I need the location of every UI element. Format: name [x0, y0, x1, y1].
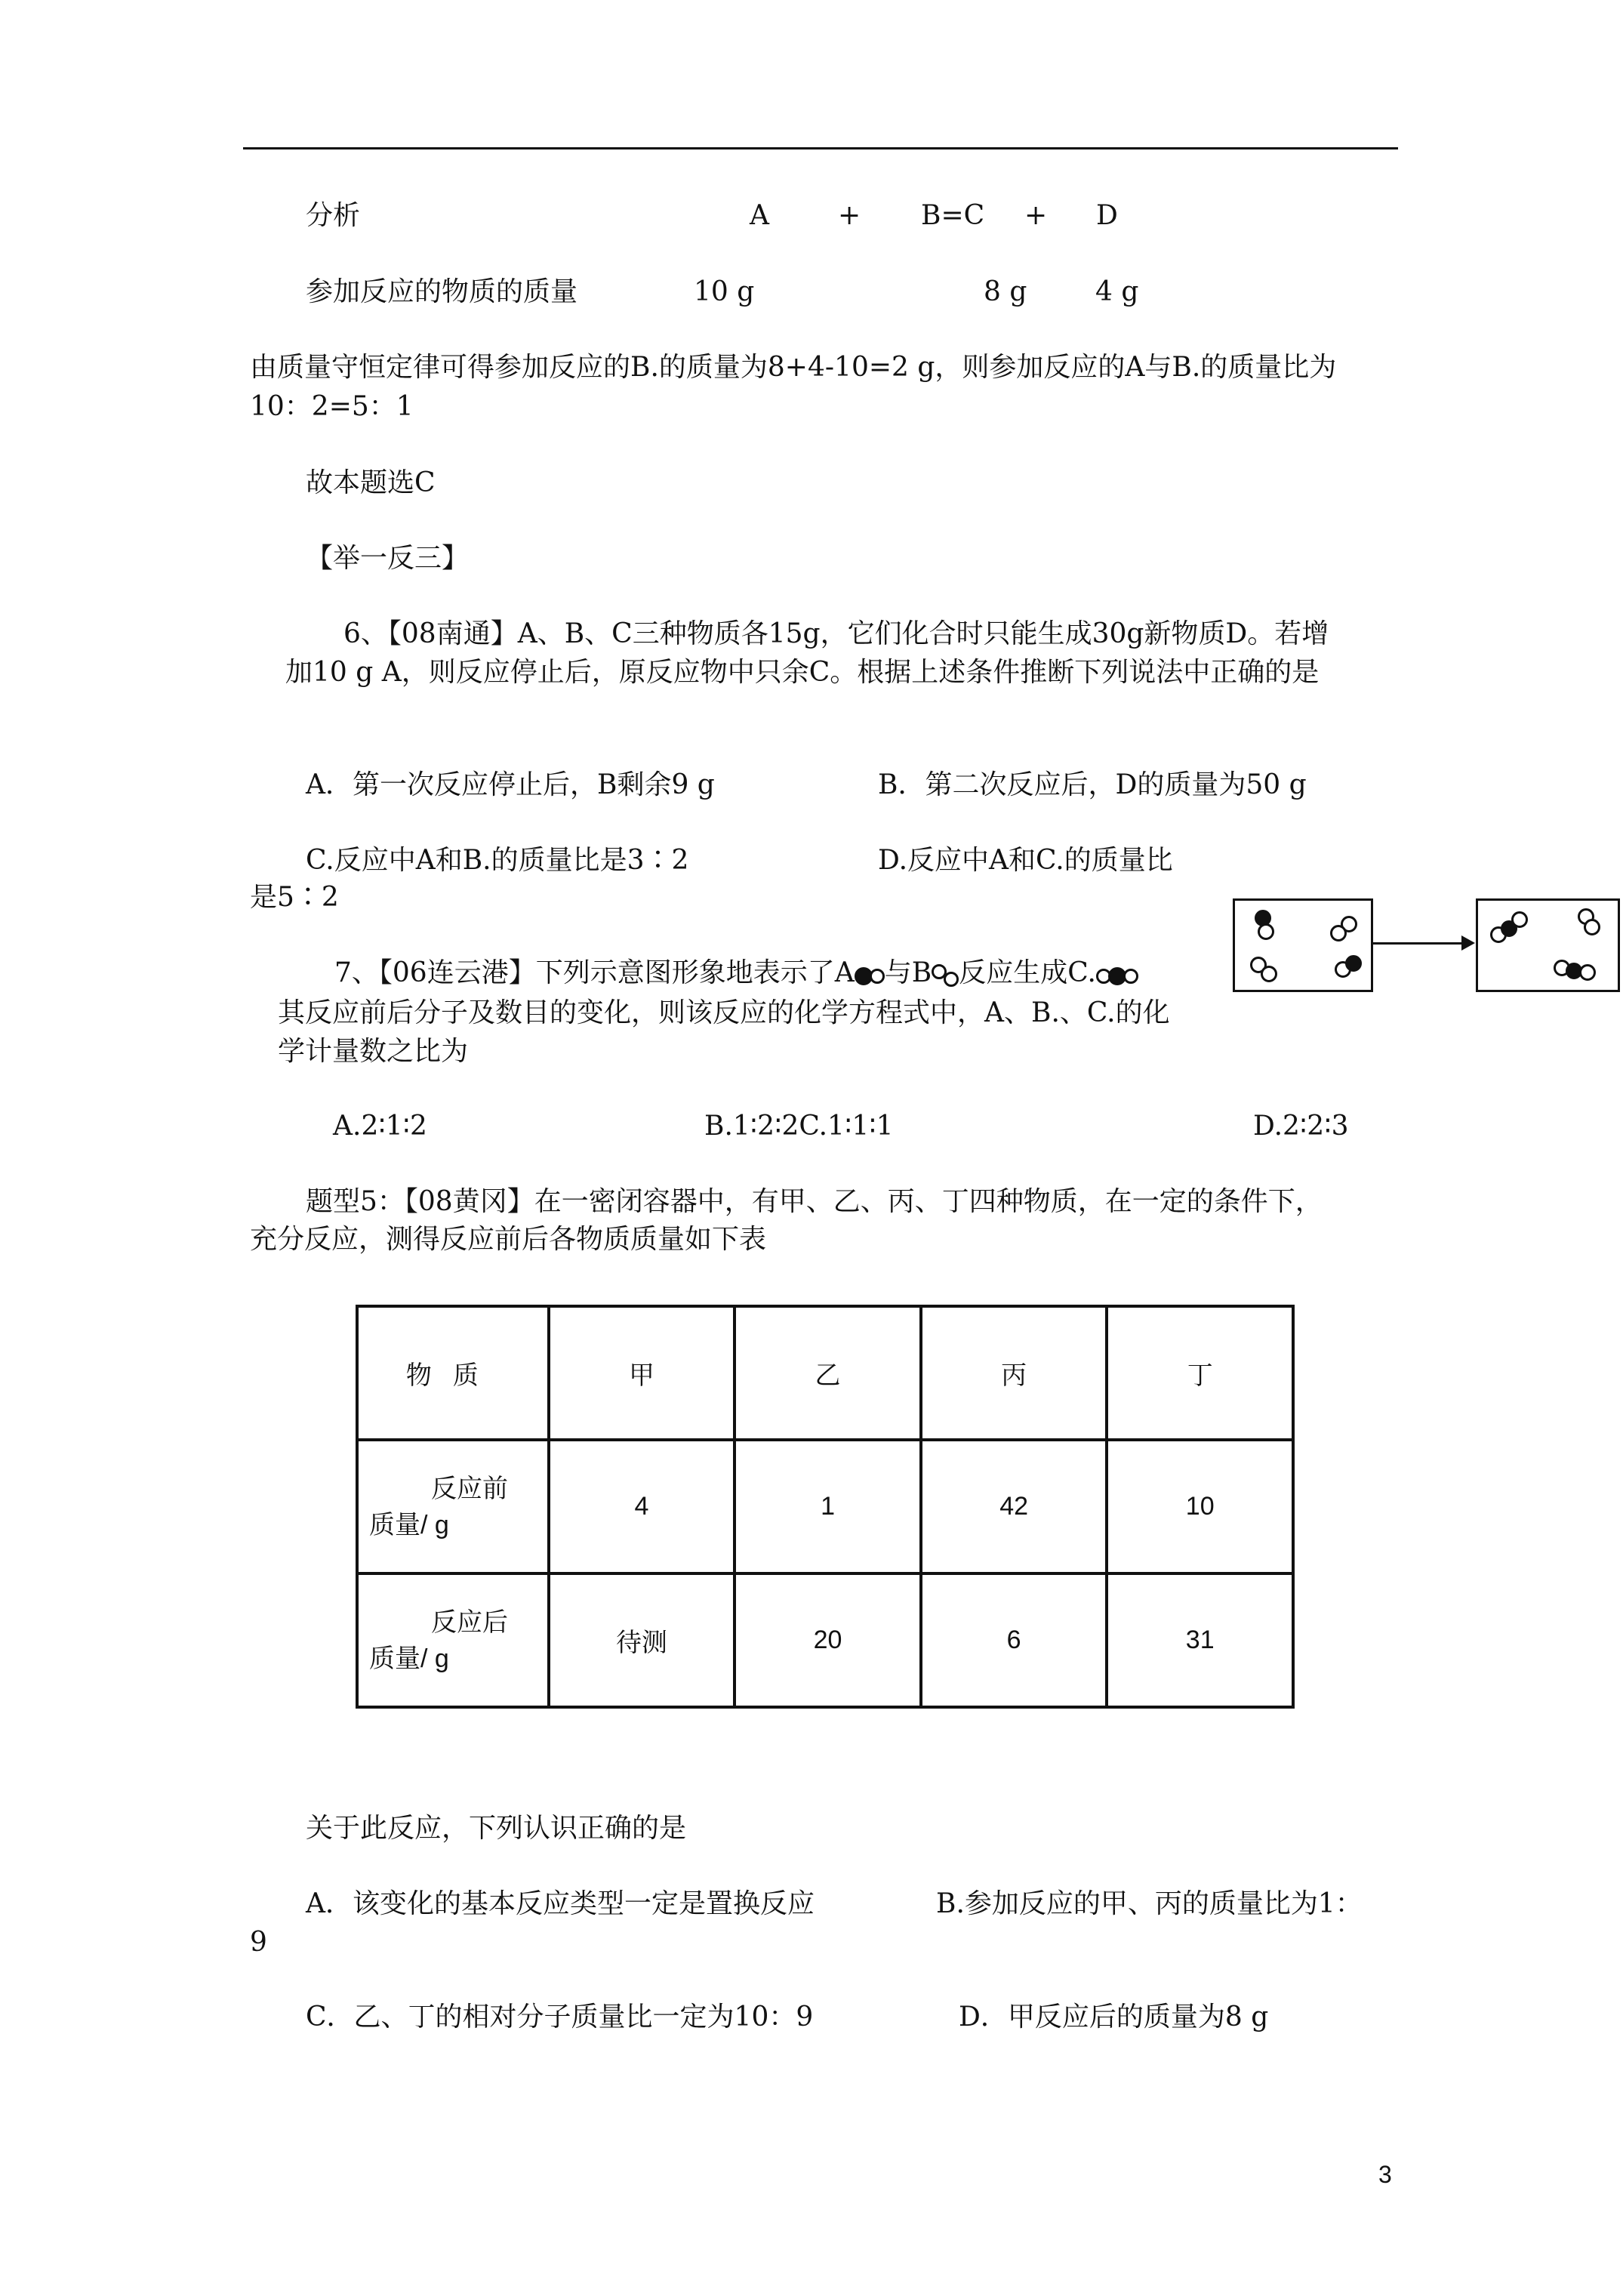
q6-line: 加10 g A，则反应停止后，原反应物中只余C。根据上述条件推断下列说法中正确的是 — [285, 657, 1320, 688]
q5-option-b: B.参加反应的甲、丙的质量比为1： — [936, 1888, 1363, 1919]
b-atom-icon — [1584, 919, 1600, 935]
header-rule — [243, 147, 1398, 149]
q7-option-d: D.2∶2∶3 — [1253, 1111, 1349, 1142]
q7-line: 其反应前后分子及数目的变化，则该反应的化学方程式中，A、B.、C.的化 — [278, 997, 1170, 1028]
q6-option-d-cont: 是5∶2 — [250, 882, 339, 913]
mass-table — [356, 1305, 1295, 1709]
analysis-line: 由质量守恒定律可得参加反应的B.的质量为8+4-10=2 g，则参加反应的A与B.的质量比为 — [250, 352, 1337, 383]
q5-option-c: C．乙、丁的相对分子质量比一定为10：9 — [306, 2002, 814, 2032]
table-cell: 42 — [921, 1440, 1107, 1573]
a-atom-icon — [1345, 955, 1362, 972]
table-header-row — [357, 1306, 1293, 1440]
q5-option-a: A．该变化的基本反应类型一定是置换反应 — [306, 1888, 815, 1919]
q6-option-a: A．第一次反应停止后，B剩余9 g — [306, 769, 715, 800]
c-atom-icon — [1579, 964, 1596, 981]
q5-option-d: D．甲反应后的质量为8 g — [959, 2002, 1269, 2032]
equation-d: D — [1096, 200, 1118, 231]
mass-c: 8 g — [984, 276, 1027, 307]
table-cell: 4 — [549, 1440, 735, 1573]
table-cell: 1 — [735, 1440, 921, 1573]
q5-option-b-cont: 9 — [250, 1927, 267, 1958]
analysis-line: 10：2=5：1 — [250, 391, 414, 422]
q6-option-d: D.反应中A和C.的质量比 — [878, 845, 1173, 876]
header-cell: 甲 — [549, 1306, 735, 1440]
table-row — [357, 1440, 1293, 1573]
table-cell: 31 — [1107, 1573, 1293, 1707]
analysis-label: 分析 — [306, 200, 361, 231]
q6-option-c: C.反应中A和B.的质量比是3∶2 — [306, 845, 689, 876]
table-cell: 待测 — [549, 1573, 735, 1707]
b-atom-icon — [1261, 966, 1277, 982]
q5-prompt: 关于此反应，下列认识正确的是 — [306, 1813, 687, 1844]
row-label: 反应前 质量/ g — [357, 1440, 549, 1573]
before-reaction-box — [1233, 898, 1373, 992]
a-atom-icon — [1258, 923, 1274, 940]
equation-plus: + — [838, 200, 861, 231]
mass-label: 参加反应的物质的质量 — [306, 276, 578, 307]
molecule-b-icon — [932, 954, 959, 987]
header-cell: 物质 — [357, 1306, 549, 1440]
equation-b-eq-c: B=C — [921, 200, 985, 231]
table-cell: 6 — [921, 1573, 1107, 1707]
q6-line: 6、【08南通】A、B、C三种物质各15g，它们化合时只能生成30g新物质D。若增 — [343, 618, 1329, 649]
table-row — [357, 1573, 1293, 1707]
reaction-arrow — [1371, 942, 1464, 945]
b-atom-icon — [1330, 925, 1347, 942]
header-cell: 丙 — [921, 1306, 1107, 1440]
table-cell: 20 — [735, 1573, 921, 1707]
c-atom-icon — [1511, 911, 1528, 928]
q5-line: 充分反应，测得反应前后各物质质量如下表 — [250, 1224, 767, 1255]
header-cell: 乙 — [735, 1306, 921, 1440]
q6-option-b: B．第二次反应后，D的质量为50 g — [878, 769, 1307, 800]
table-cell: 10 — [1107, 1440, 1293, 1573]
q7-line: 7、【06连云港】下列示意图形象地表示了A 与B 反应生成C. — [334, 957, 1138, 991]
q7-option-b-c: B.1∶2∶2C.1∶1∶1 — [704, 1111, 894, 1142]
mass-d: 4 g — [1095, 276, 1139, 307]
arrow-head-icon — [1461, 935, 1475, 951]
row-label: 反应后 质量/ g — [357, 1573, 549, 1707]
page-number: 3 — [1378, 2161, 1392, 2188]
molecule-a-icon — [855, 958, 885, 991]
equation-a: A — [750, 200, 769, 231]
after-reaction-box — [1476, 898, 1620, 992]
q5-line: 题型5：【08黄冈】在一密闭容器中，有甲、乙、丙、丁四种物质，在一定的条件下， — [306, 1186, 1323, 1217]
q7-option-a: A.2∶1∶2 — [333, 1111, 427, 1142]
analysis-answer: 故本题选C — [306, 467, 436, 498]
section-title: 【举一反三】 — [306, 543, 470, 574]
q7-line: 学计量数之比为 — [278, 1036, 469, 1067]
equation-plus: + — [1024, 200, 1048, 231]
molecule-c-icon — [1096, 958, 1138, 991]
mass-a: 10 g — [694, 276, 755, 307]
header-cell: 丁 — [1107, 1306, 1293, 1440]
